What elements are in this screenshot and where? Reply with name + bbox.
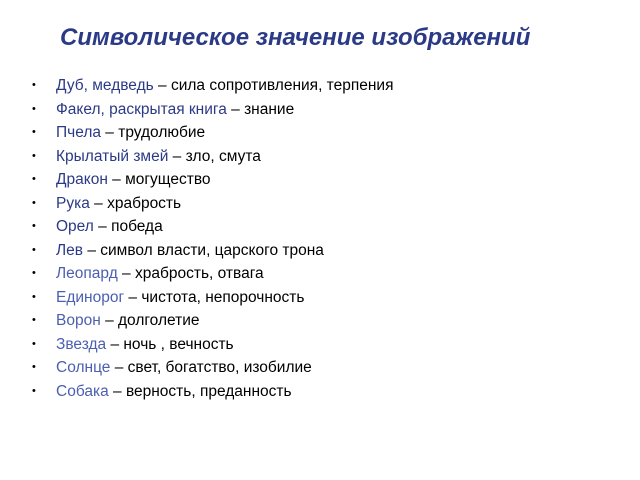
item-meaning: знание (244, 100, 295, 118)
bullet-icon: • (32, 361, 36, 373)
item-meaning: могущество (125, 171, 211, 188)
item-meaning: сила сопротивления, терпения (170, 77, 394, 94)
item-dash: – (106, 335, 124, 353)
list-item (20, 192, 393, 216)
item-term: Факел, раскрытая книга (56, 100, 227, 118)
item-dash: – (110, 359, 128, 376)
bullet-icon: • (32, 149, 36, 162)
bullet-icon: • (32, 102, 36, 115)
list-item (20, 262, 393, 286)
bullet-icon: • (32, 243, 36, 256)
bullet-icon: • (32, 220, 36, 232)
item-term: Дракон (56, 171, 108, 188)
item-meaning: храбрость (107, 194, 182, 212)
item-dash: – (153, 77, 171, 94)
item-meaning: чистота, непорочность (141, 288, 305, 306)
list-item (20, 333, 393, 357)
item-term: Звезда (56, 335, 107, 353)
list-item (20, 98, 393, 122)
list-item (20, 215, 393, 239)
bullet-icon: • (32, 384, 36, 397)
slide-title: Символическое значение изображений (60, 24, 531, 51)
symbol-list (20, 74, 393, 403)
list-item (20, 145, 393, 169)
item-dash: – (117, 265, 135, 282)
item-meaning: ночь , вечность (123, 335, 234, 353)
item-dash: – (124, 288, 142, 306)
bullet-icon: • (32, 173, 36, 185)
list-item (20, 286, 393, 310)
item-term: Рука (56, 194, 90, 212)
item-dash: – (89, 194, 108, 212)
item-dash: – (93, 218, 112, 235)
item-term: Собака (56, 382, 109, 400)
item-meaning: свет, богатство, изобилие (127, 359, 312, 376)
list-item (20, 121, 393, 145)
item-dash: – (108, 382, 126, 400)
bullet-icon: • (32, 314, 36, 326)
item-dash: – (226, 100, 245, 118)
list-item (20, 168, 393, 192)
item-term: Леопард (56, 265, 118, 282)
bullet-icon: • (32, 126, 36, 138)
list-item (20, 74, 393, 98)
item-meaning: верность, преданность (125, 382, 292, 400)
item-term: Единорог (56, 288, 125, 306)
bullet-icon: • (32, 196, 36, 209)
item-meaning: символ власти, царского трона (100, 241, 324, 259)
item-term: Ворон (56, 312, 101, 329)
item-term: Дуб, медведь (56, 77, 154, 94)
item-dash: – (107, 171, 126, 188)
list-item (20, 356, 393, 380)
item-term: Пчела (56, 124, 101, 141)
list-item (20, 309, 393, 333)
item-dash: – (100, 312, 118, 329)
item-meaning: долголетие (118, 312, 200, 329)
item-meaning: трудолюбие (118, 124, 206, 141)
item-term: Орел (56, 218, 94, 235)
item-meaning: зло, смута (185, 147, 261, 165)
bullet-icon: • (32, 79, 36, 91)
item-dash: – (101, 124, 119, 141)
bullet-icon: • (32, 267, 36, 279)
list-item (20, 380, 393, 404)
item-dash: – (83, 241, 101, 259)
item-meaning: победа (111, 218, 163, 235)
item-term: Лев (56, 241, 84, 259)
bullet-icon: • (32, 290, 36, 303)
item-term: Солнце (56, 359, 111, 376)
item-term: Крылатый змей (56, 147, 169, 165)
list-item (20, 239, 393, 263)
bullet-icon: • (32, 337, 36, 350)
item-meaning: храбрость, отвага (134, 265, 264, 282)
item-dash: – (168, 147, 186, 165)
